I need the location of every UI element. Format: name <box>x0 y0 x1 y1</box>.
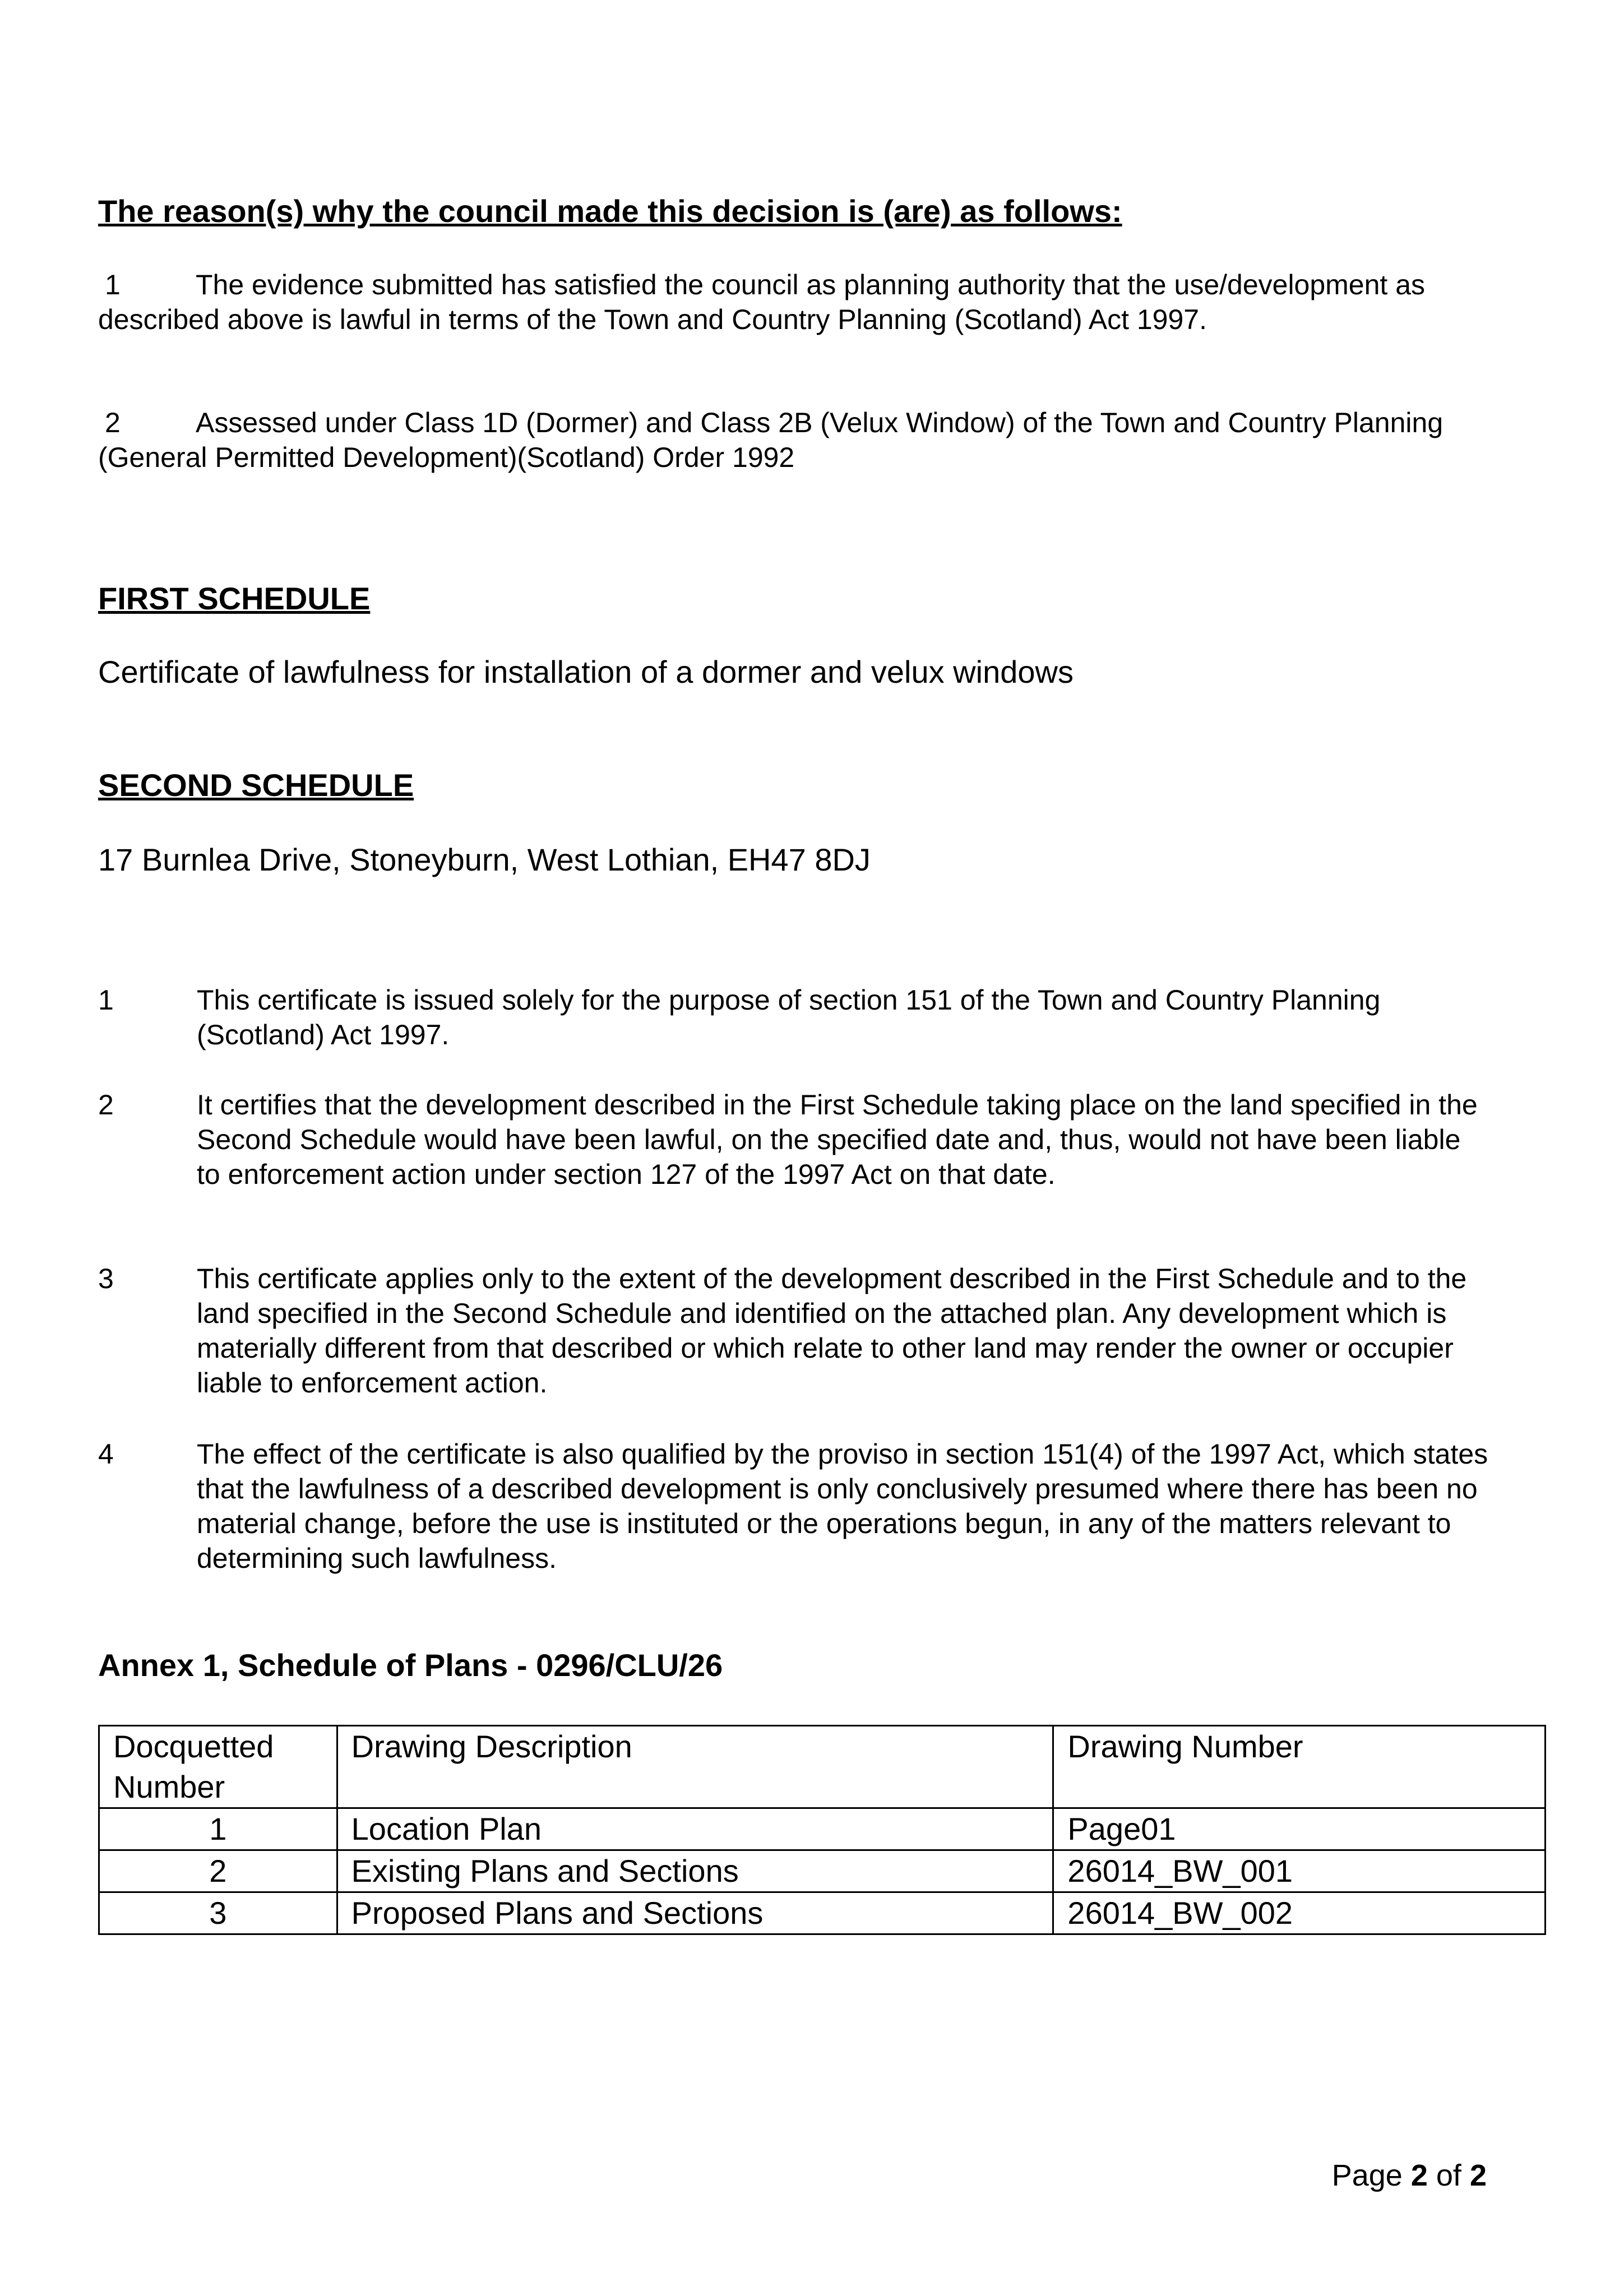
second-schedule-address: 17 Burnlea Drive, Stoneyburn, West Lothian, EH47 8DJ <box>98 842 871 877</box>
clause-item <box>98 1261 1488 1400</box>
current-page-number: 2 <box>1410 2159 1428 2192</box>
reason-item <box>98 267 1511 337</box>
clause-item <box>98 983 1488 1052</box>
page-label: Page <box>1331 2159 1403 2192</box>
clause-number: 2 <box>98 1089 114 1121</box>
clause-number: 4 <box>98 1438 114 1470</box>
reason-number: 1 <box>105 269 121 300</box>
clause-number: 3 <box>98 1263 114 1294</box>
drawing-number-cell: 26014_BW_001 <box>1053 1850 1546 1892</box>
reasons-heading: The reason(s) why the council made this decision is (are) as follows: <box>98 193 1122 229</box>
annex-title: Annex 1, Schedule of Plans - 0296/CLU/26 <box>98 1647 723 1683</box>
total-page-count: 2 <box>1469 2159 1487 2192</box>
table-header-row <box>99 1726 1546 1808</box>
table-row <box>99 1850 1546 1892</box>
schedule-of-plans-table <box>98 1725 1546 1935</box>
drawing-description-cell: Proposed Plans and Sections <box>337 1892 1053 1934</box>
drawing-description-cell: Existing Plans and Sections <box>337 1850 1053 1892</box>
page-number-footer <box>1332 2157 1487 2194</box>
clause-item <box>98 1087 1488 1192</box>
drawing-description-cell: Location Plan <box>337 1808 1053 1850</box>
docquetted-number-cell: 2 <box>99 1850 337 1892</box>
first-schedule-text: Certificate of lawfulness for installation of a dormer and velux windows <box>98 654 1074 689</box>
clause-text: It certifies that the development described in the First Schedule taking place on the land specified in the Second Schedule would have been lawful, on the specified date and, thus, would not have been liable to enforcement action under section 127 of the 1997 Act on that date. <box>197 1089 1478 1190</box>
reason-item <box>98 405 1511 475</box>
drawing-number-cell: 26014_BW_002 <box>1053 1892 1546 1934</box>
column-header-drawing-description: Drawing Description <box>337 1726 1053 1808</box>
page-separator: of <box>1436 2159 1461 2192</box>
reason-text: The evidence submitted has satisfied the council as planning authority that the use/development as described above is lawful in terms of the Town and Country Planning (Scotland) Act 1997. <box>98 269 1426 335</box>
table-row <box>99 1892 1546 1934</box>
first-schedule-heading: FIRST SCHEDULE <box>98 581 371 616</box>
table-row <box>99 1808 1546 1850</box>
clause-item <box>98 1437 1488 1576</box>
drawing-number-cell: Page01 <box>1053 1808 1546 1850</box>
docquetted-number-cell: 3 <box>99 1892 337 1934</box>
clause-text: The effect of the certificate is also qualified by the proviso in section 151(4) of the 1997 Act, which states that the lawfulness of a described development is only conclusively presumed where there has been no material change, before the use is instituted or the operations begun, in any of the matters relevant to determining such lawfulness. <box>197 1438 1488 1574</box>
clause-number: 1 <box>98 984 114 1016</box>
clause-text: This certificate applies only to the extent of the development described in the First Schedule and to the land specified in the Second Schedule and identified on the attached plan. Any development which is materially different from that described or which relate to other land may render the owner or occupier liable to enforcement action. <box>197 1263 1467 1399</box>
column-header-drawing-number: Drawing Number <box>1053 1726 1546 1808</box>
second-schedule-heading: SECOND SCHEDULE <box>98 767 414 803</box>
docquetted-number-cell: 1 <box>99 1808 337 1850</box>
reason-text: Assessed under Class 1D (Dormer) and Class 2B (Velux Window) of the Town and Country Planning (General Permitted Development)(Scotland) Order 1992 <box>98 407 1443 473</box>
column-header-docquetted-number: Docquetted Number <box>99 1726 337 1808</box>
reason-number: 2 <box>105 407 121 438</box>
clause-text: This certificate is issued solely for the purpose of section 151 of the Town and Country Planning (Scotland) Act 1997. <box>197 984 1381 1050</box>
